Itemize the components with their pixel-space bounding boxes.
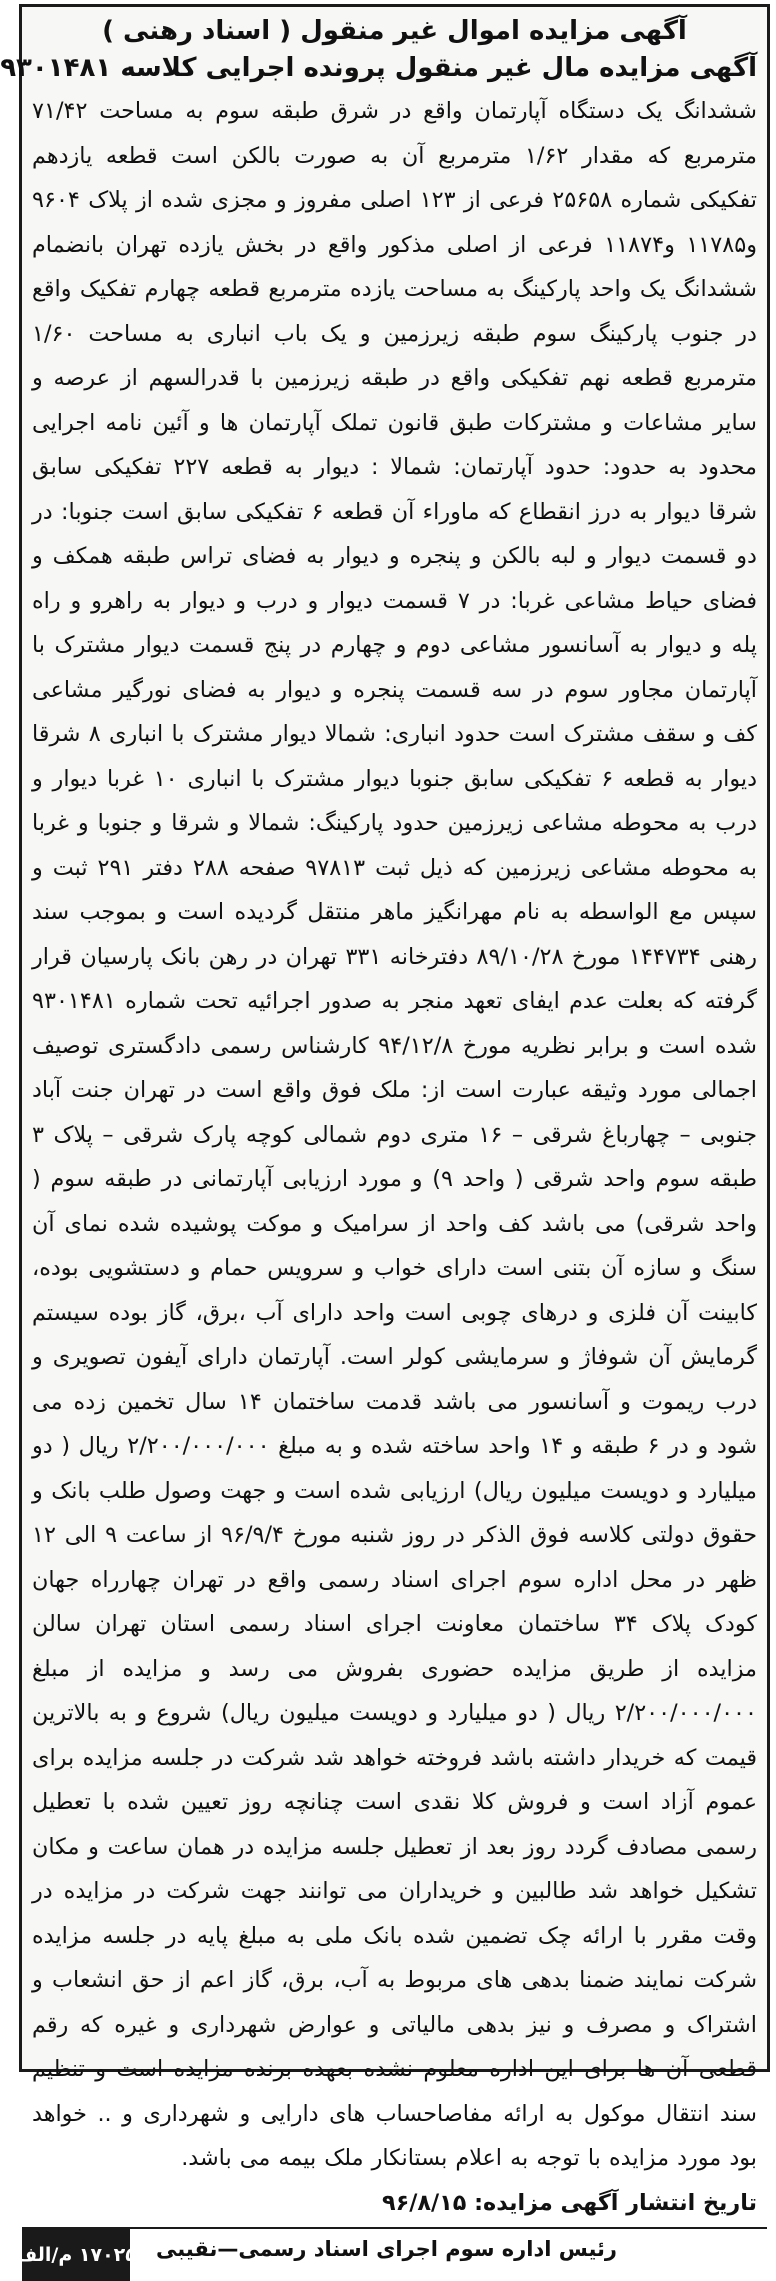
notice-body: ششدانگ یک دستگاه آپارتمان واقع در شرق طبقه سوم به مساحت ۷۱/۴۲ مترمربع که مقدار ۱/۶۲ مترمربع آن به صورت بالکن است قطعه یازدهم تفکیکی شماره ۲۵۶۵۸ فرعی از ۱۲۳ اصلی مفروز و مجزی شده از پلاک ۹۶۰۴ و۱۱۷۸۵ و۱۱۸۷۴ فرعی از اصلی مذکور واقع در بخش یازده تهران بانضمام ششدانگ یک واحد پارکینگ به مساحت یازده مترمربع قطعه چهارم تفکیک واقع در جنوب پارکینگ سوم طبقه زیرزمین و یک باب انباری به مساحت ۱/۶۰ مترمربع قطعه نهم تفکیکی واقع در طبقه زیرزمین با قدرالسهم از عرصه و سایر مشاعات و مشترکات طبق قانون تملک آپارتمان ها و آئین نامه اجرایی محدود به حدود: حدود آپارتمان: شمالا : دیوار به قطعه ۲۲۷ تفکیکی سابق شرقا دیوار به درز انقطاع که ماوراء آن قطعه ۶ تفکیکی سابق است جنوبا: در دو قسمت دیوار و لبه بالکن و پنجره و دیوار به فضای تراس طبقه همکف و فضای حیاط مشاعی غربا: در ۷ قسمت دیوار و درب و دیوار به راهرو و راه پله و دیوار به آسانسور مشاعی دوم و چهارم در پنج قسمت دیوار مشترک با آپارتمان مجاور سوم در سه قسمت پنجره و دیوار به فضای نورگیر مشاعی کف و سقف مشترک است حدود انباری: شمالا دیوار مشترک با انباری ۸ شرقا دیوار به قطعه ۶ تفکیکی سابق جنوبا دیوار مشترک با انباری ۱۰ غربا دیوار و درب به محوطه مشاعی زیرزمین حدود پارکینگ: شمالا و شرقا و جنوبا و غربا به محوطه مشاعی زیرزمین که ذیل ثبت ۹۷۸۱۳ صفحه ۲۸۸ دفتر ۲۹۱ ثبت و سپس مع الواسطه به نام مهرانگیز ماهر منتقل گردیده است و بموجب سند رهنی ۱۴۴۷۳۴ مورخ ۸۹/۱۰/۲۸ دفترخانه ۳۳۱ تهران در رهن بانک پارسیان قرار گرفته که بعلت عدم ایفای تعهد منجر به صدور اجرائیه تحت شماره ۹۳۰۱۴۸۱ شده است و برابر نظریه مورخ ۹۴/۱۲/۸ کارشناس رسمی دادگستری توصیف اجمالی مورد وثیقه عبارت است از: ملک فوق واقع است در تهران جنت آباد جنوبی – چهارباغ شرقی – ۱۶ متری دوم شمالی کوچه پارک شرقی – پلاک ۳ طبقه سوم واحد شرقی ( واحد ۹) و مورد ارزیابی آپارتمانی در طبقه سوم ( واحد شرقی) می باشد کف واحد از سرامیک و موکت پوشیده شده نمای آن سنگ و سازه آن بتنی است دارای خواب و سرویس حمام و دستشویی بوده، کابینت آن فلزی و درهای چوبی است واحد دارای آب ،برق، گاز بوده سیستم گرمایش آن شوفاژ و سرمایشی کولر است. آپارتمان دارای آیفون تصویری و درب ریموت و آسانسور می باشد قدمت ساختمان ۱۴ سال تخمین زده می شود و در ۶ طبقه و ۱۴ واحد ساخته شده و به مبلغ ۲/۲۰۰/۰۰۰/۰۰۰ ریال ( دو میلیارد و دویست میلیون ریال) ارزیابی شده است و جهت وصول طلب بانک و حقوق دولتی کلاسه فوق الذکر در روز شنبه مورخ ۹۶/۹/۴ از ساعت ۹ الی ۱۲ ظهر در محل اداره سوم اجرای اسناد رسمی واقع در تهران چهارراه جهان کودک پلاک ۳۴ ساختمان معاونت اجرای اسناد رسمی استان تهران سالن مزایده از طریق مزایده حضوری بفروش می رسد و مزایده از مبلغ ۲/۲۰۰/۰۰۰/۰۰۰ ریال ( دو میلیارد و دویست میلیون ریال) شروع و به بالاترین قیمت که خریدار داشته باشد فروخته خواهد شد شرکت در جلسه مزایده برای عموم آزاد است و فروش کلا نقدی است چنانچه روز تعیین شده با تعطیل رسمی مصادف گردد روز بعد از تعطیل جلسه مزایده در همان ساعت و مکان تشکیل خواهد شد طالبین و خریداران می توانند جهت شرکت در مزایده در وقت مقرر با ارائه چک تضمین شده بانک ملی به مبلغ پایه در جلسه مزایده شرکت نمایند ضمنا بدهی های مربوط به آب، برق، گاز اعم از حق انشعاب و اشتراک و مصرف و نیز بدهی مالیاتی و عوارض شهرداری و غیره که رقم قطعی آن ها برای این اداره معلوم نشده بعهده برنده مزایده است و تنظیم سند انتقال موکول به ارائه مفاصاحساب های دارایی و شهرداری و .. خواهد بود مورد مزایده با توجه به اعلام بستانکار ملک بیمه می باشد. [32, 98, 758, 2171]
signature-line: رئیس اداره سوم اجرای اسناد رسمی—نقیبی [155, 2236, 617, 2261]
notice-footer [15, 2229, 767, 2281]
notice-subtitle: آگهی مزایده مال غیر منقول پرونده اجرایی کلاسه ۹۳۰۱۴۸۱ [0, 53, 757, 83]
auction-notice-clipping [0, 4, 770, 2266]
publish-date: تاریخ انتشار آگهی مزایده: ۹۶/۸/۱۵ [382, 2189, 757, 2216]
notice-title: آگهی مزایده اموال غیر منقول ( اسناد رهنی ) [102, 16, 687, 46]
reference-code-badge: ۱۷۰۲۵ م/الف [22, 2229, 130, 2281]
